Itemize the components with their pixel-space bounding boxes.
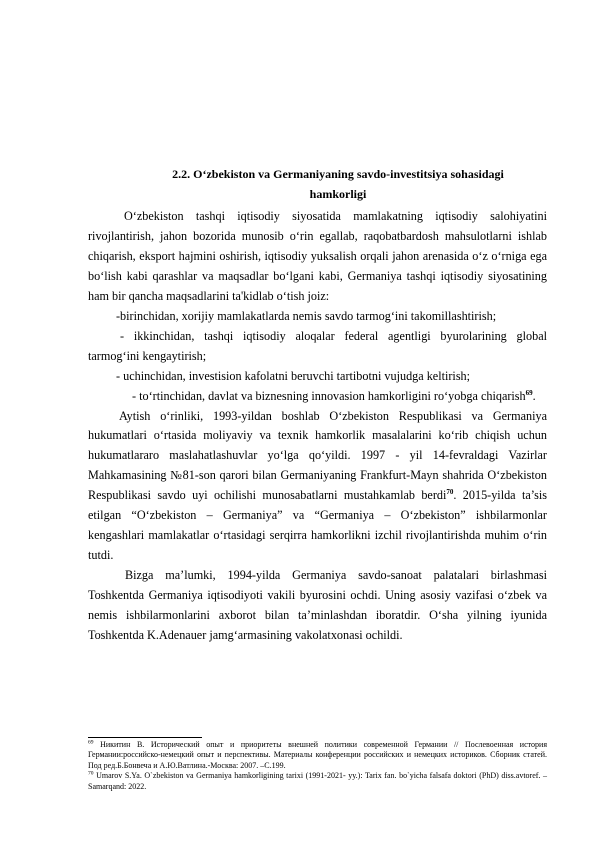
- list-item-fourth-text: - to‘rtinchidan, davlat va biznesning innovasion hamkorligini ro‘yobga chiqarish: [132, 388, 526, 403]
- footnote-69-number: 69: [88, 739, 94, 746]
- section-title-line-1: 2.2. O‘zbekiston va Germaniyaning savdo-investitsiya sohasidagi: [172, 167, 504, 181]
- paragraph-history-continuation: . 2015-yilda ta’sis etilgan “O‘zbekiston – Germaniya” va “Germaniya – O‘zbekiston” ishbilarmonlar kengashlari mamlakatlar o‘rtasidagi serqirra hamkorlikni izchil rivojlantirishda muhim o‘rin tutdi.: [88, 488, 547, 563]
- paragraph-chamber: Bizga ma’lumki, 1994-yilda Germaniya savdo-sanoat palatalari birlashmasi Toshkentda Germaniya iqtisodiyoti vakili byurosini ochdi. Uning asosiy vazifasi o‘zbek va nemis ishbilarmonlarini axborot bilan ta’minlashdan iboratdir. O‘sha yilning iyunida Toshkentda K.Adenauer jamg‘armasining vakolatxonasi ochildi.: [88, 568, 547, 643]
- section-title-line-2: hamkorligi: [309, 187, 367, 201]
- body-text: [88, 207, 547, 646]
- footnote-69: [88, 740, 547, 771]
- list-item-fourth: [88, 387, 547, 407]
- list-item-first: -birinchidan, xorijiy mamlakatlarda nemis savdo tarmog‘ini takomillashtirish;: [116, 308, 497, 323]
- footnote-70: [88, 771, 547, 792]
- footnote-ref-69[interactable]: 69: [525, 388, 533, 397]
- paragraph-history: [88, 407, 547, 567]
- list-item-fourth-end: .: [532, 388, 536, 403]
- footnotes: [88, 740, 547, 792]
- paragraph-intro: O‘zbekiston tashqi iqtisodiy siyosatida mamlakatning iqtisodiy salohiyatini rivojlantirish, jahon bozorida munosib o‘rin egallab, raqobatbardosh mahsulotlarni ishlab chiqarish, eksport hajmini oshirish, iqtisodiy yuksalish orqali jahon arenasida o‘z o‘rniga ega bo‘lish kabi qarashlar va maqsadlar bo‘lgani kabi, Germaniya tashqi iqtisodiy siyosatining ham bir qancha maqsadlarini ta'kidlab o‘tish joiz:: [88, 209, 547, 303]
- paragraph-history-text: Aytish o‘rinliki, 1993-yildan boshlab O‘zbekiston Respublikasi va Germaniya hukumatlari o‘rtasida moliyaviy va texnik hamkorlik masalalarini ko‘rib chiqish uchun hukumatlararo maslahatlashuvlar yo‘lga qo‘yildi. 1997 - yil 14-fevraldagi Vazirlar Mahkamasining №81-son qarori bilan Germaniyaning Frankfurt-Mayn shahrida O‘zbekiston Respublikasi savdo uyi ochilishi munosabatlarni mustahkamlab berdi: [88, 408, 547, 503]
- footnote-ref-70[interactable]: 70: [446, 488, 454, 497]
- list-item-second: - ikkinchidan, tashqi iqtisodiy aloqalar federal agentligi byurolarining global tarmog‘ini kengaytirish;: [88, 328, 547, 363]
- footnote-70-text: Umarov S.Ya. O`zbekiston va Germaniya hamkorligining tarixi (1991-2021- yy.): Tarix fan. bo`yicha falsafa doktori (PhD) diss.avtoref. – Samarqand: 2022.: [88, 771, 547, 791]
- footnote-69-text: Никитин В. Исторический опыт и приоритеты внешней политики современной Германии // Послевоенная история Германии:российско-немецкий опыт и перспективы. Материалы конференции российских и немецких историков. Сборник статей. Под ред.Б.Бонвеча и А.Ю.Ватлина.-Москва: 2007. –С.199.: [88, 740, 547, 770]
- list-item-third: - uchinchidan, investision kafolatni beruvchi tartibotni vujudga keltirish;: [116, 368, 471, 383]
- footnote-separator: [88, 737, 202, 738]
- footnote-70-number: 70: [88, 770, 94, 777]
